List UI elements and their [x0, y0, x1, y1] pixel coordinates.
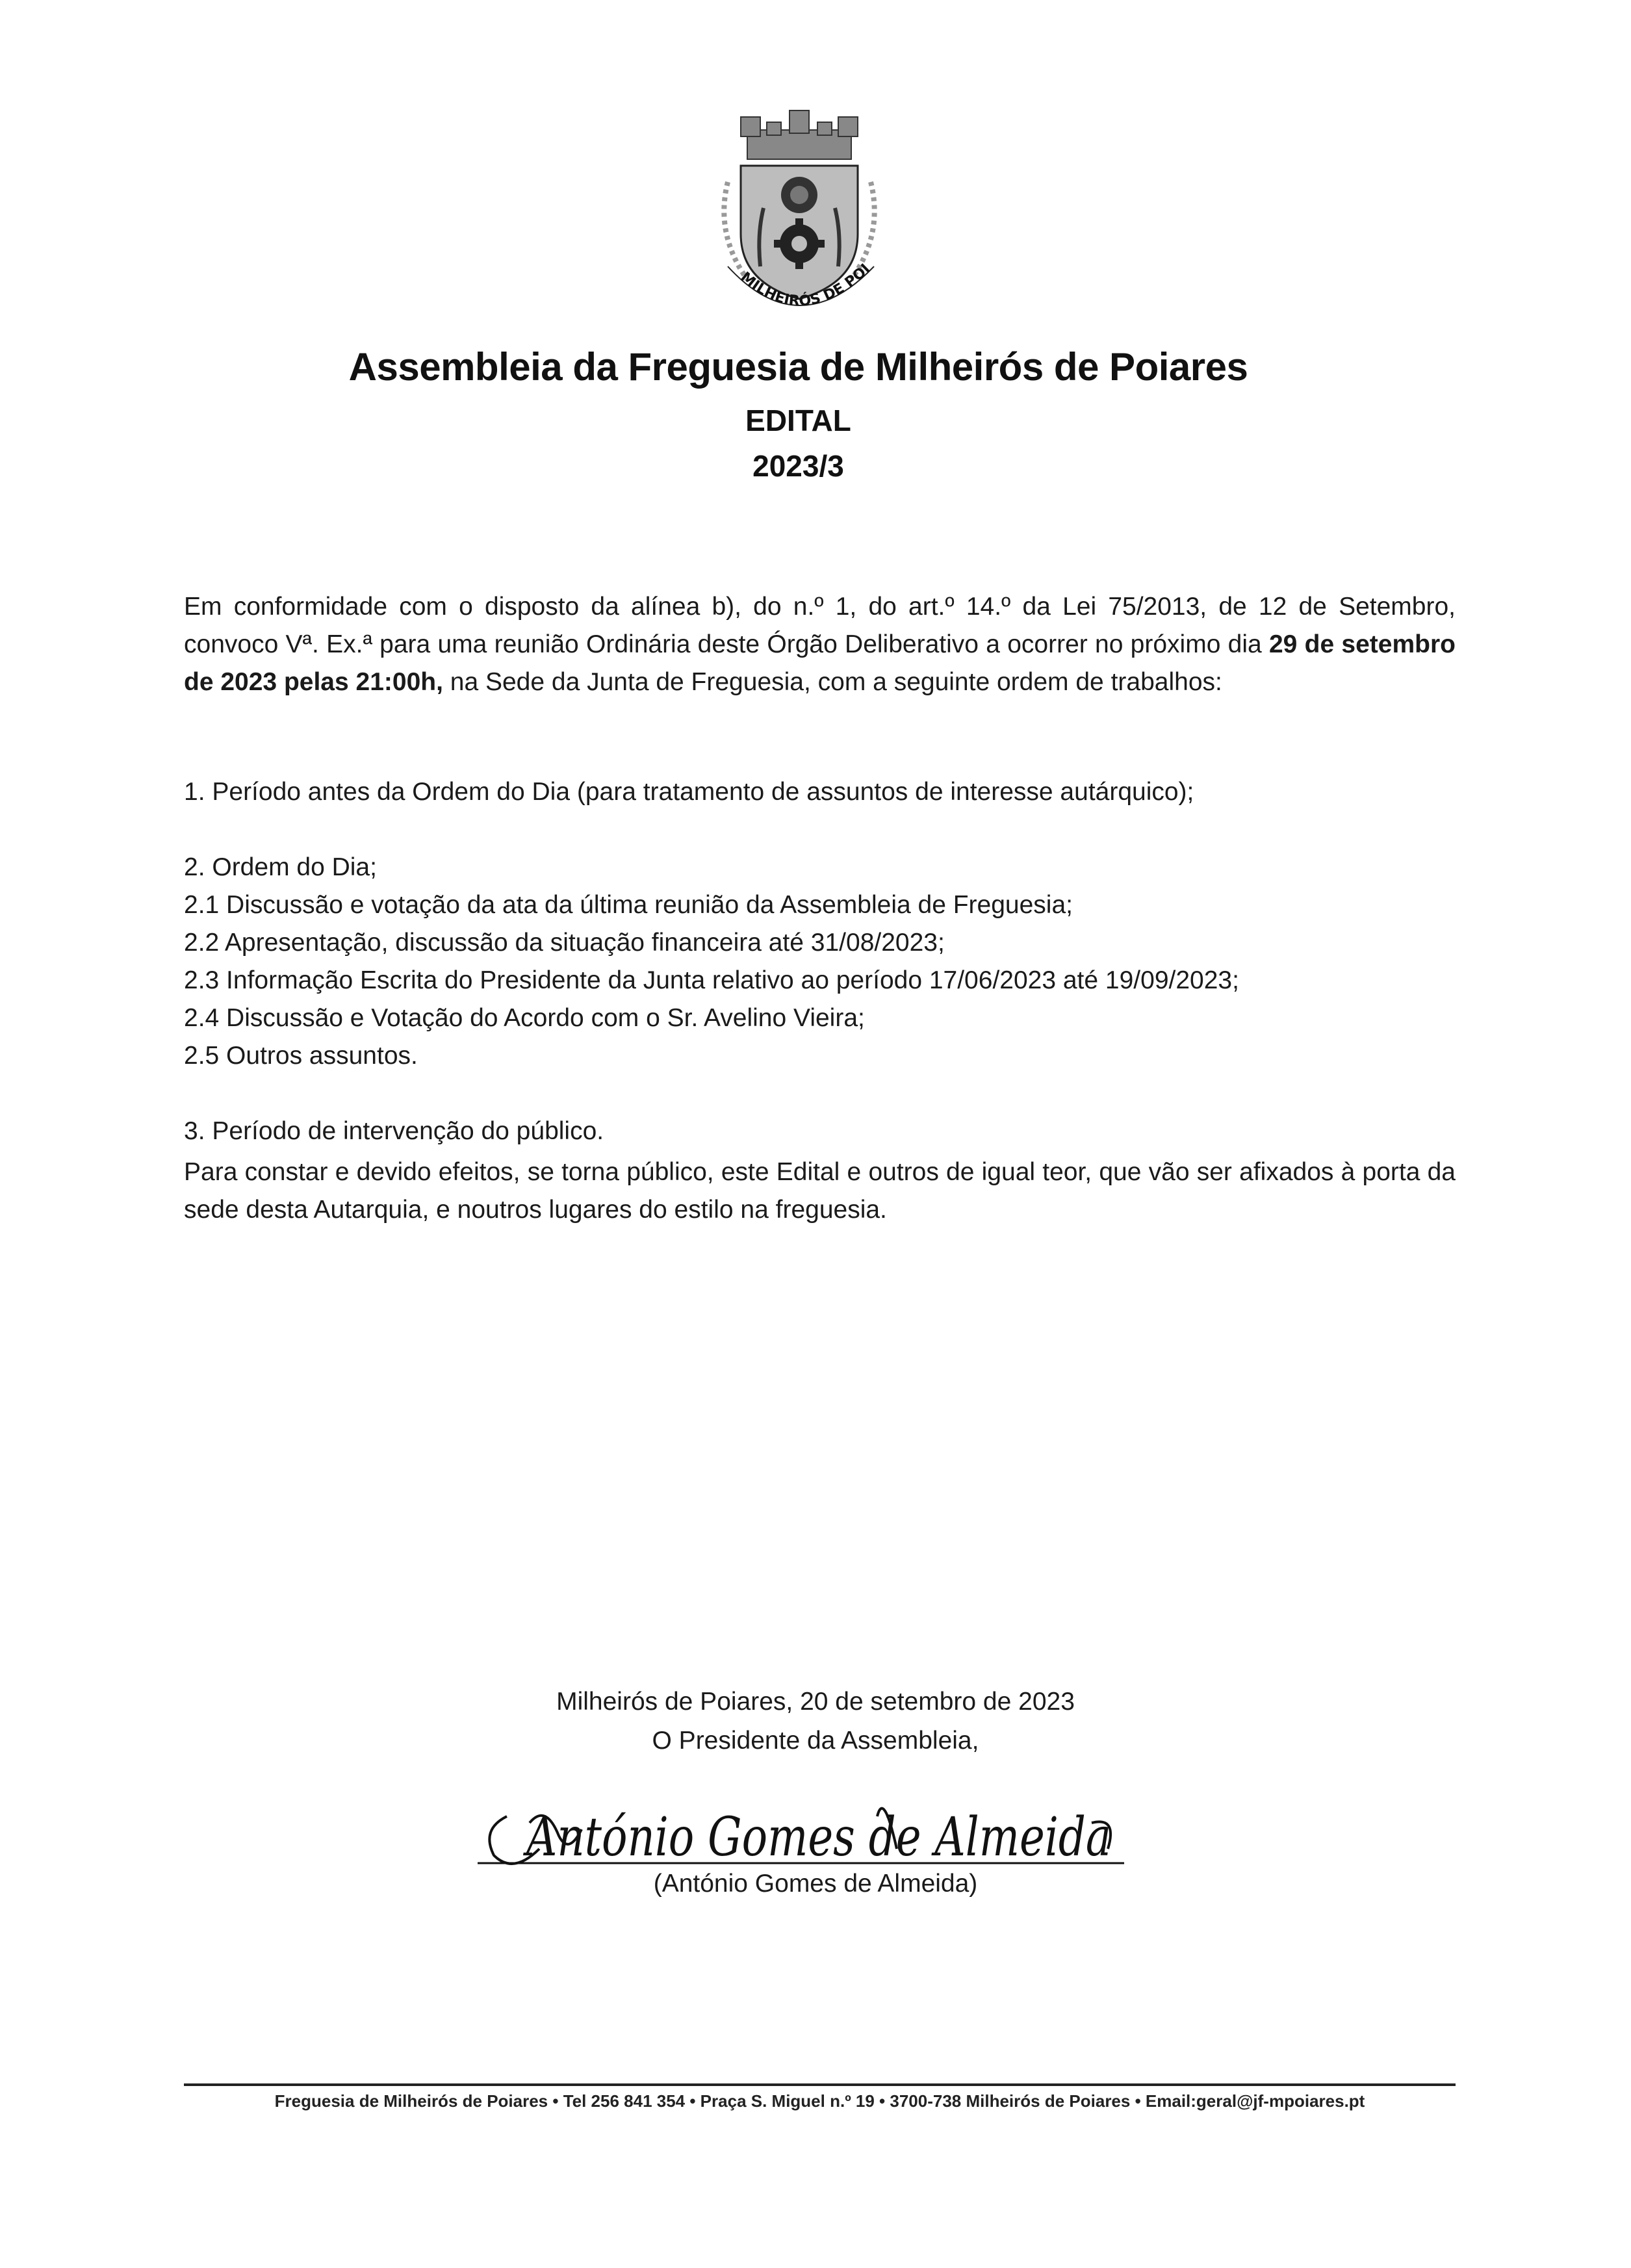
footer-divider [184, 2083, 1456, 2086]
place-and-date: Milheirós de Poiares, 20 de setembro de 2023 [556, 1688, 1075, 1716]
agenda-item-2-1: 2.1 Discussão e votação da ata da última reunião da Assembleia de Freguesia; [184, 891, 1073, 919]
agenda-list [184, 773, 1456, 1150]
closing-paragraph: Para constar e devido efeitos, se torna público, este Edital e outros de igual teor, que vão ser afixados à porta da sede desta Autarquia, e noutros lugares do estilo na freguesia. [184, 1158, 1456, 1224]
agenda-item-2-3: 2.3 Informação Escrita do Presidente da Junta relativo ao período 17/06/2023 até 19/09/2023; [184, 966, 1239, 994]
agenda-item-3: 3. Período de intervenção do público. [184, 1117, 604, 1145]
edital-number: 2023/3 [752, 449, 844, 483]
agenda-item-2-2: 2.2 Apresentação, discussão da situação financeira até 31/08/2023; [184, 929, 945, 957]
intro-paragraph [184, 588, 1456, 701]
intro-text-1: Em conformidade com o disposto da alínea b), do n.º 1, do art.º 14.º da Lei 75/2013, de 12 de Setembro, convoco Vª. Ex.ª para uma reunião Ordinária deste Órgão Deliberativo a ocorrer no próximo dia [184, 593, 1456, 658]
agenda-item-2: 2. Ordem do Dia; [184, 853, 377, 881]
agenda-item-2-4: 2.4 Discussão e Votação do Acordo com o Sr. Avelino Vieira; [184, 1004, 865, 1032]
signer-role: O Presidente da Assembleia, [652, 1727, 979, 1755]
intro-text-2: na Sede da Junta de Freguesia, com a seguinte ordem de trabalhos: [443, 668, 1222, 696]
document-subtitle: EDITAL [745, 404, 851, 437]
agenda-item-1: 1. Período antes da Ordem do Dia (para tratamento de assuntos de interesse autárquico); [184, 778, 1194, 806]
signer-name: (António Gomes de Almeida) [653, 1870, 978, 1898]
parish-crest-logo [702, 104, 897, 338]
agenda-item-2-5: 2.5 Outros assuntos. [184, 1042, 418, 1070]
document-title: Assembleia da Freguesia de Milheirós de Poiares [348, 345, 1248, 389]
svg-text:MILHEIRÓS DE POIARES: MILHEIRÓS DE POI [737, 261, 874, 310]
meeting-date-bold: 29 de setembro de 2023 pelas 21:00h, [184, 630, 1456, 696]
signature-script: António Gomes de Almeida [522, 1807, 1111, 1868]
footer-contact: Freguesia de Milheirós de Poiares • Tel 256 841 354 • Praça S. Miguel n.º 19 • 3700-738 Milheirós de Poiares • Email:geral@jf-mpoiares.pt [274, 2091, 1365, 2111]
